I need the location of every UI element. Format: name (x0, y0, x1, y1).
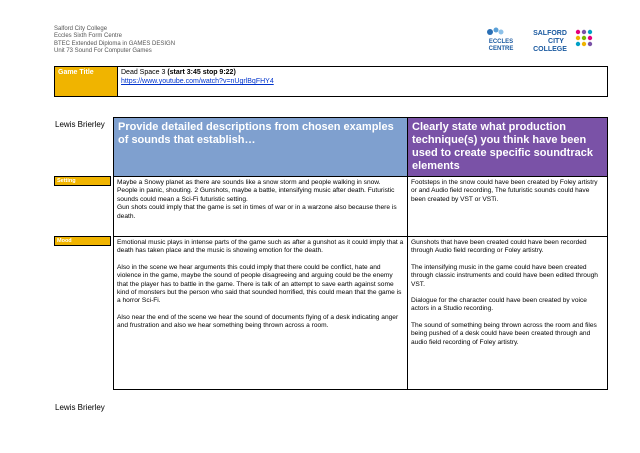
author-name: Lewis Brierley (55, 120, 105, 129)
clip-times: (start 3:45 stop 9:22) (167, 69, 236, 76)
centre-name: Eccles Sixth Form Centre (54, 33, 123, 40)
setting-desc-2: People in panic, shouting. 2 Gunshots, maybe a battle, intensifying music after death. Futuristic sounds could mean a Sci-Fi futuristic setting. (117, 187, 395, 203)
footer-author-name: Lewis Brierley (55, 403, 105, 412)
mood-desc-3: Also near the end of the scene we hear the sound of documents flying of a desk indicating anger and frustration and also we hear something being thrown across a room. (117, 313, 399, 330)
game-title-table (54, 66, 608, 97)
setting-tech-1: Footsteps in the snow could have been created by Foley artistry or and Audio field recording, The futuristic sounds could have been created by VST or VSTi. (411, 179, 598, 203)
mood-tech-1: Gunshots that have been created could have been recorded through Audio field recording or Foley artistry. (411, 239, 587, 255)
video-link[interactable]: https://www.youtube.com/watch?v=nUgrlBqFHY4 (121, 78, 274, 85)
mood-desc-2: Also in the scene we hear arguments this could imply that there could be conflict, hate and violence in the game, maybe the sound of people disagreeing and arguing could be the enemy that the player has to battle in the game. There is talk of an attempt to save earth against some kind of monsters but the person who said that sounded horrified, this could mean that the game is a horror Sci-Fi. (117, 263, 402, 305)
unit-name: Unit 73 Sound For Computer Games (54, 48, 152, 55)
game-title-cell (118, 67, 608, 97)
mood-desc-1: Emotional music plays in intense parts of the game such as after a gunshot as it could imply that a death has taken place and the music is showing emotion for the death. (117, 239, 404, 255)
eccles-centre-logo (484, 26, 518, 52)
descriptions-header: Provide detailed descriptions from chosen examples of sounds that establish… (114, 118, 408, 177)
college-header (54, 26, 175, 56)
setting-techniques (408, 177, 608, 237)
college-name: Salford City College (54, 26, 108, 32)
setting-label: Setting (54, 176, 111, 186)
analysis-table (113, 117, 608, 390)
svg-text:CITY: CITY (548, 38, 564, 45)
course-name: BTEC Extended Diploma in GAMES DESIGN (54, 40, 176, 47)
setting-desc-3: Gun shots could imply that the game is set in times of war or in a warzone also because there is death. (117, 204, 397, 220)
svg-text:ECCLES: ECCLES (488, 39, 514, 45)
svg-text:COLLEGE: COLLEGE (533, 46, 567, 53)
setting-desc-1: Maybe a Snowy planet as there are sounds like a snow storm and people walking in snow. (117, 179, 381, 186)
techniques-header: Clearly state what production technique(s) you think have been used to create specific soundtrack elements (408, 118, 608, 177)
svg-text:CENTRE: CENTRE (488, 46, 514, 52)
game-title-label: Game Title (55, 67, 118, 97)
mood-tech-2: The intensifying music in the game could have been created through classic instruments and could have been edited through VST. (411, 263, 598, 288)
svg-text:SALFORD: SALFORD (533, 30, 567, 37)
mood-label: Mood (54, 236, 111, 246)
mood-descriptions (114, 237, 408, 390)
mood-tech-4: The sound of something being thrown across the room and files being pushed of a desk could have been created through and audio field recording of Foley artistry. (411, 321, 597, 346)
game-title: Dead Space 3 (121, 69, 168, 76)
setting-descriptions (114, 177, 408, 237)
mood-techniques (408, 237, 608, 390)
salford-city-college-logo (528, 24, 598, 54)
mood-tech-3: Dialogue for the character could have been created by voice actors in a Studio recording. (411, 297, 587, 313)
